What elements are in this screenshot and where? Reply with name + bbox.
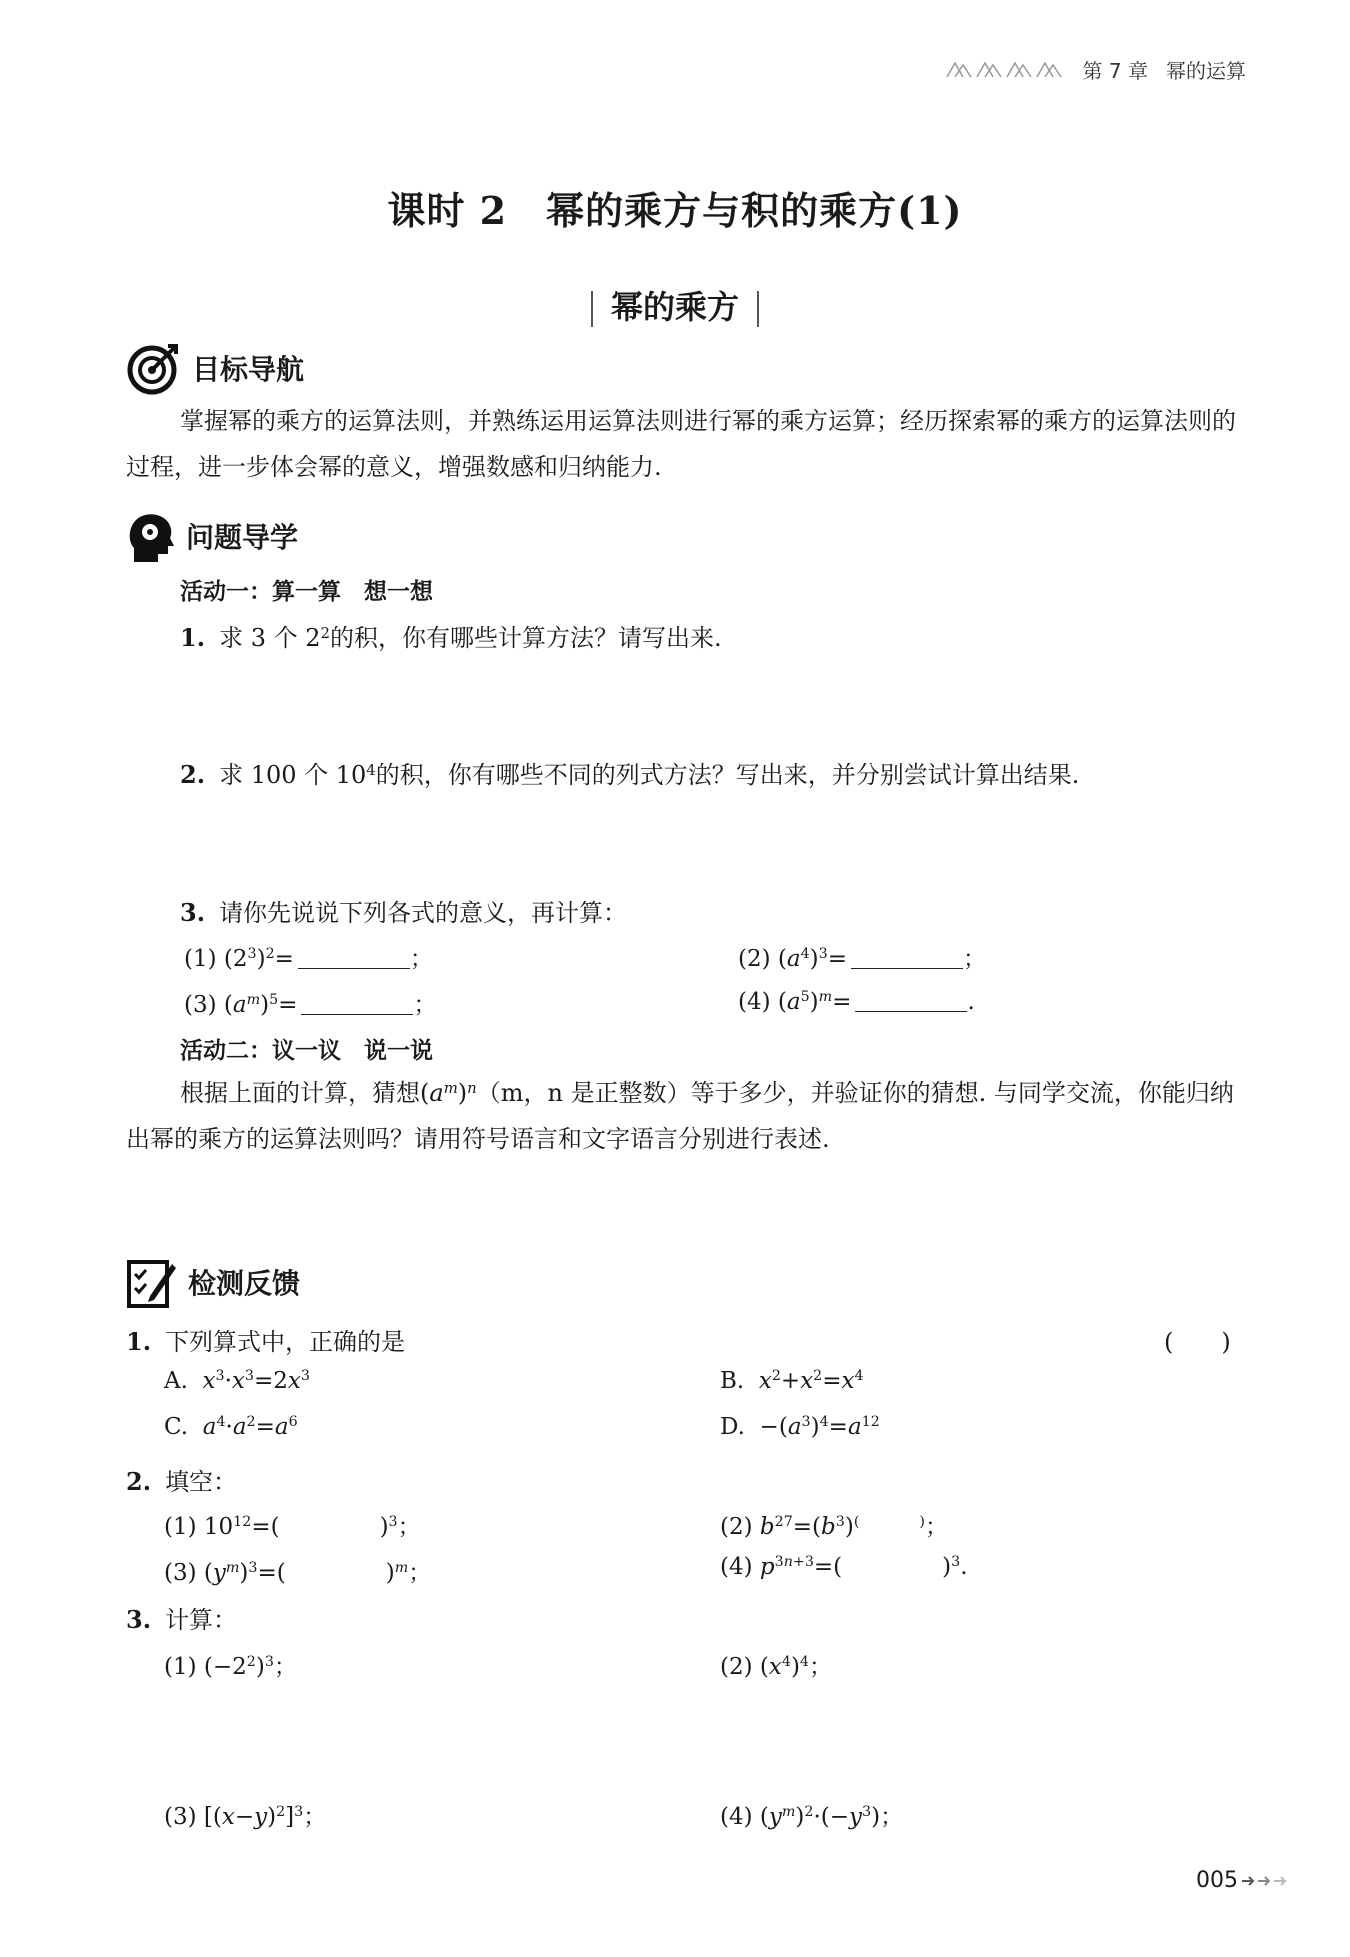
option-b[interactable]: B. $x^2+x^2=x^4$	[720, 1368, 864, 1394]
chapter-number: 第 7 章	[1082, 58, 1148, 83]
calc-item-3: (3) $[(x-y)^2]^3$；	[164, 1804, 327, 1830]
answer-blank[interactable]	[301, 989, 413, 1015]
study-heading	[126, 508, 298, 564]
activity-two-title: 活动二：议一议 说一说	[180, 1038, 433, 1064]
question-text: 求 100 个 10	[219, 761, 367, 789]
chapter-title: 幂的运算	[1166, 58, 1246, 83]
question-1	[180, 618, 722, 653]
calc-item-2: (2) $(x^4)^4$；	[720, 1654, 832, 1680]
chapter-header	[945, 52, 1246, 86]
question-3	[180, 893, 627, 928]
check-heading	[126, 1254, 300, 1310]
answer-paren[interactable]: ( )	[1164, 1328, 1231, 1356]
head-gear-icon	[126, 508, 176, 564]
question-text: 请你先说说下列各式的意义，再计算：	[219, 899, 628, 927]
text: 根据上面的计算，猜想	[180, 1079, 420, 1107]
question-number: 3.	[180, 898, 206, 927]
answer-blank[interactable]	[851, 943, 963, 969]
fill-item-3: (3) $(y^m)^3=$( )$^m$；	[164, 1560, 432, 1586]
q3-item-1: (1) $(2^3)^2=$ ；	[184, 940, 433, 973]
page-number-text: 005	[1196, 1868, 1238, 1893]
page-title: 课时 2 幂的乘方与积的乘方(1)	[387, 188, 963, 233]
divider	[591, 291, 593, 327]
check-question-1	[126, 1322, 405, 1357]
exponent: 4	[366, 760, 376, 779]
mountain-decoration-icon	[945, 59, 1065, 79]
option-c[interactable]: C. $a^4\cdot a^2=a^6$	[164, 1414, 298, 1440]
answer-blank[interactable]	[298, 943, 410, 969]
divider	[757, 291, 759, 327]
option-d[interactable]: D. $-(a^3)^4=a^{12}$	[720, 1414, 880, 1440]
arrow-right-icon	[1242, 1874, 1288, 1888]
goal-heading-text: 目标导航	[192, 353, 305, 386]
check-question-2	[126, 1462, 237, 1497]
activity-two-text: 根据上面的计算，猜想$(a^m)^n(m$，n 是正整数）等于多少，并验证你的猜想. 与同学交流，你能归纳出幂的乘方的运算法则吗？请用符号语言和文字语言分别进行表述.	[126, 1078, 1234, 1153]
question-text: 计算：	[165, 1606, 238, 1634]
subtitle-text: 幂的乘方	[610, 288, 739, 326]
activity-one-title: 活动一：算一算 想一想	[180, 579, 433, 605]
question-2	[180, 755, 1079, 790]
target-icon	[126, 340, 182, 396]
calc-item-4: (4) $(y^m)^2\cdot(-y^3)$；	[720, 1804, 904, 1830]
goal-heading	[126, 340, 304, 396]
fill-item-2: (2) $b^{27}=(b^3)^{( )}$；	[720, 1514, 948, 1540]
study-heading-text: 问题导学	[186, 521, 299, 554]
goal-text: 掌握幂的乘方的运算法则，并熟练运用运算法则进行幂的乘方运算；经历探索幂的乘方的运算法则的过程，进一步体会幂的意义，增强数感和归纳能力.	[126, 407, 1236, 481]
check-heading-text: 检测反馈	[188, 1267, 301, 1300]
checklist-pencil-icon	[126, 1254, 178, 1310]
question-number: 2.	[126, 1467, 152, 1496]
question-number: 2.	[180, 760, 206, 789]
page-number	[1196, 1868, 1288, 1893]
question-text: 的积，你有哪些不同的列式方法？写出来，并分别尝试计算出结果.	[375, 761, 1080, 789]
section-subtitle	[0, 282, 1350, 328]
question-number: 1.	[180, 623, 206, 652]
question-number: 1.	[126, 1327, 152, 1356]
question-text: 填空：	[165, 1468, 238, 1496]
fill-item-1: (1) $10^{12}=$( )$^3$；	[164, 1514, 421, 1540]
question-text: 的积，你有哪些计算方法？请写出来.	[329, 624, 722, 652]
fill-item-4: (4) $p^{3n+3}=$( )$^3$.	[720, 1554, 968, 1580]
q3-item-4: (4) $(a^5)^m=$ .	[738, 986, 975, 1015]
question-text: 求 3 个 2	[219, 624, 321, 652]
question-text: 下列算式中，正确的是	[165, 1328, 406, 1356]
exponent: 2	[320, 623, 330, 642]
q3-item-3: (3) $(a^m)^5=$ ；	[184, 986, 436, 1019]
calc-item-1: (1) $(-2^2)^3$；	[164, 1654, 297, 1680]
option-a[interactable]: A. $x^3\cdot x^3=2x^3$	[164, 1368, 310, 1394]
question-number: 3.	[126, 1605, 152, 1634]
q3-item-2: (2) $(a^4)^3=$ ；	[738, 940, 986, 973]
text: （m，n 是正整数）等于多少，并验证你的猜想. 与同学交流，你能归纳出幂的乘方的运算法则吗？请用符号语言和文字语言分别进行表述.	[126, 1079, 1234, 1153]
check-question-3	[126, 1600, 237, 1635]
answer-blank[interactable]	[855, 986, 967, 1012]
